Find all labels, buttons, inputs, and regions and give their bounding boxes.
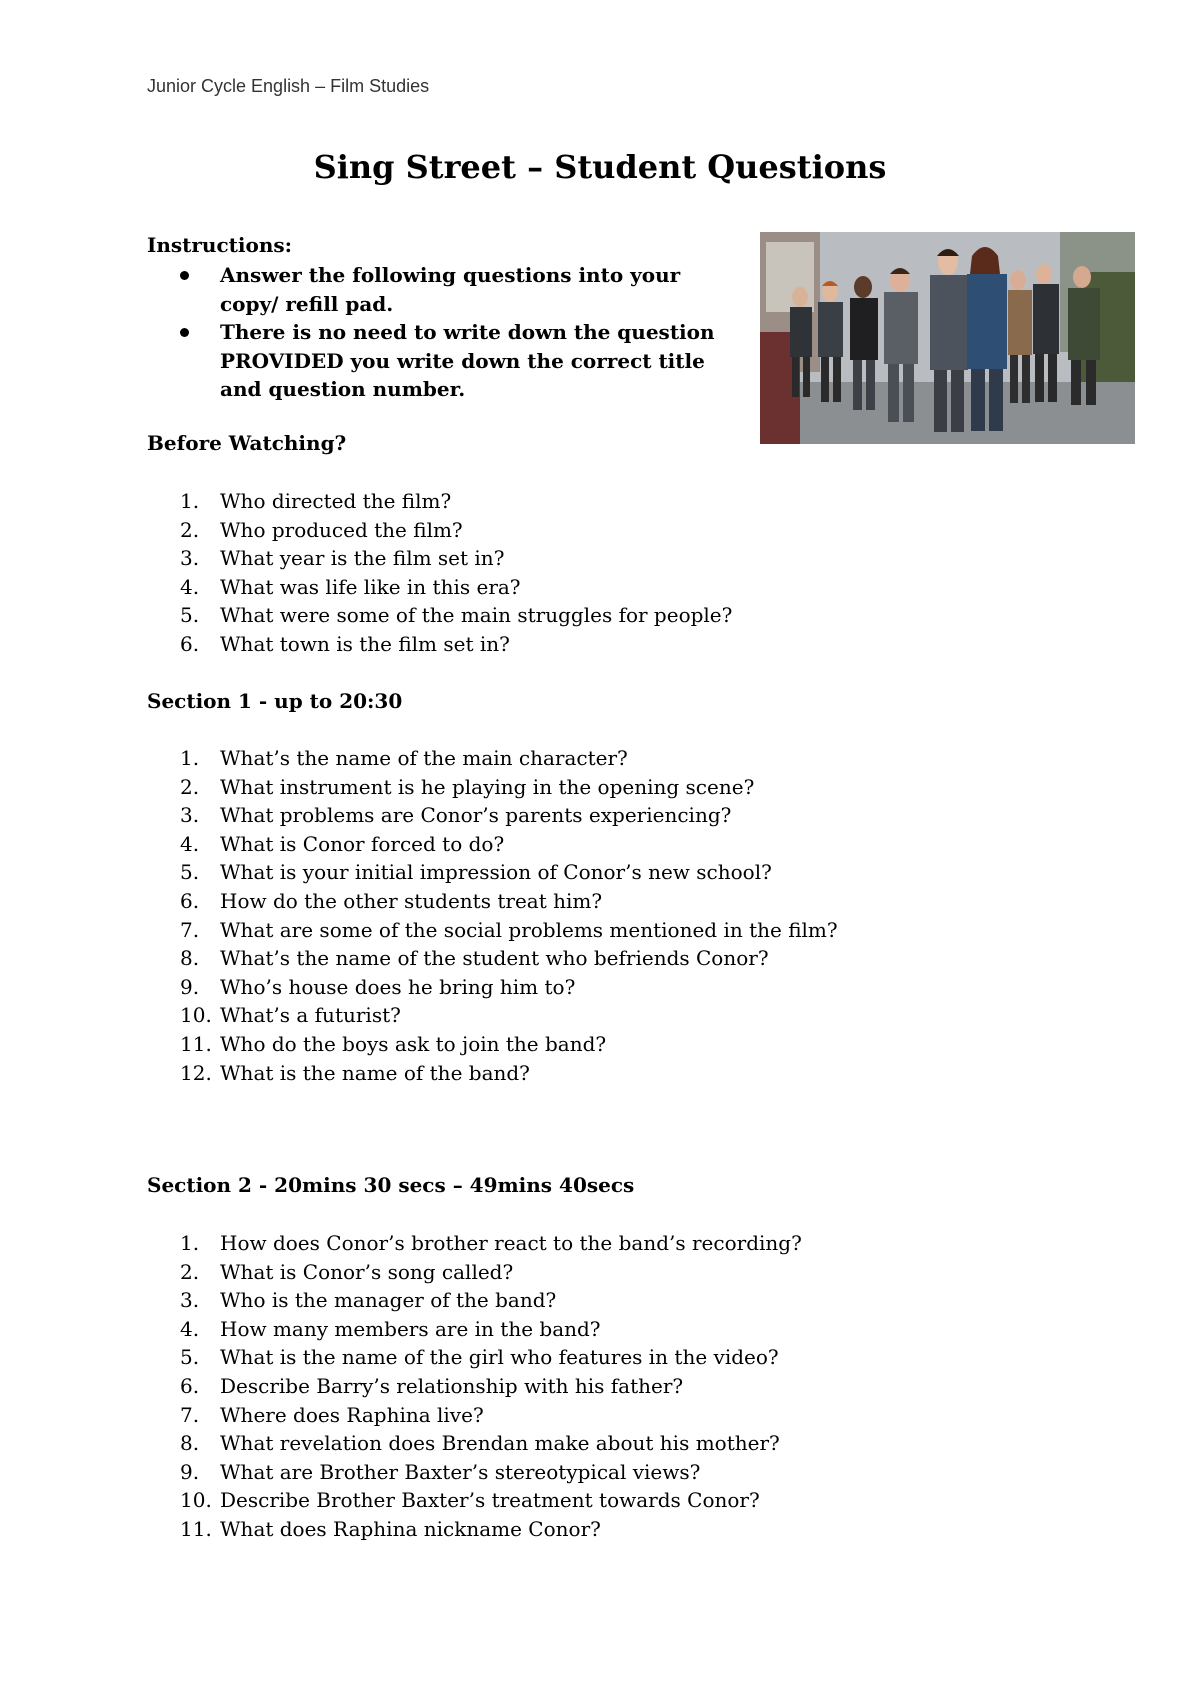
question-item: 2. Who produced the film? (180, 517, 463, 542)
section1-heading: Section 1 - up to 20:30 (147, 689, 403, 713)
section2-list (180, 1229, 1080, 1544)
question-item: 3. What year is the film set in? (180, 546, 505, 571)
section1-list (180, 744, 1080, 1087)
instruction-item: There is no need to write down the question PROVIDED you write down the correct title and question number. (180, 318, 720, 404)
before-watching-heading: Before Watching? (147, 431, 347, 455)
question-item: 3. What problems are Conor’s parents experiencing? (180, 803, 732, 828)
question-item: 1. Who directed the film? (180, 489, 452, 513)
instructions-list (180, 261, 720, 404)
question-item: 3. Who is the manager of the band? (180, 1288, 557, 1313)
section2-heading: Section 2 - 20mins 30 secs – 49mins 40secs (147, 1173, 635, 1197)
question-item: 6. What town is the film set in? (180, 631, 510, 656)
question-item: 5. What were some of the main struggles for people? (180, 603, 733, 628)
bullet-icon (180, 328, 189, 337)
film-still-image (760, 232, 1135, 444)
before-watching-list (180, 487, 1080, 659)
question-item: 12. What is the name of the band? (180, 1060, 530, 1085)
page-title: Sing Street – Student Questions (313, 148, 887, 186)
instruction-item: Answer the following questions into your copy/ refill pad. (180, 261, 720, 318)
question-item: 11. Who do the boys ask to join the band? (180, 1031, 607, 1056)
page-header: Junior Cycle English – Film Studies (147, 76, 430, 96)
question-item: 2. What is Conor’s song called? (180, 1259, 514, 1284)
bullet-icon (180, 271, 189, 280)
question-item: 1. How does Conor’s brother react to the band’s recording? (180, 1231, 802, 1255)
film-still-illustration (760, 232, 1135, 444)
question-item: 8. What revelation does Brendan make about his mother? (180, 1431, 780, 1456)
question-item: 10. Describe Brother Baxter’s treatment towards Conor? (180, 1488, 760, 1513)
question-item: 9. What are Brother Baxter’s stereotypical views? (180, 1459, 701, 1484)
question-item: 7. What are some of the social problems mentioned in the film? (180, 917, 838, 942)
question-item: 9. Who’s house does he bring him to? (180, 974, 576, 999)
question-item: 6. How do the other students treat him? (180, 888, 603, 913)
question-item: 8. What’s the name of the student who befriends Conor? (180, 946, 769, 971)
question-item: 5. What is your initial impression of Conor’s new school? (180, 860, 772, 885)
question-item: 4. What is Conor forced to do? (180, 831, 505, 856)
instructions-heading: Instructions: (147, 233, 293, 257)
question-item: 7. Where does Raphina live? (180, 1402, 484, 1427)
question-item: 4. What was life like in this era? (180, 574, 521, 599)
question-item: 4. How many members are in the band? (180, 1316, 601, 1341)
question-item: 2. What instrument is he playing in the opening scene? (180, 774, 755, 799)
question-item: 5. What is the name of the girl who features in the video? (180, 1345, 779, 1370)
question-item: 11. What does Raphina nickname Conor? (180, 1516, 601, 1541)
question-item: 1. What’s the name of the main character? (180, 746, 628, 770)
question-item: 10. What’s a futurist? (180, 1003, 401, 1028)
question-item: 6. Describe Barry’s relationship with his father? (180, 1373, 684, 1398)
